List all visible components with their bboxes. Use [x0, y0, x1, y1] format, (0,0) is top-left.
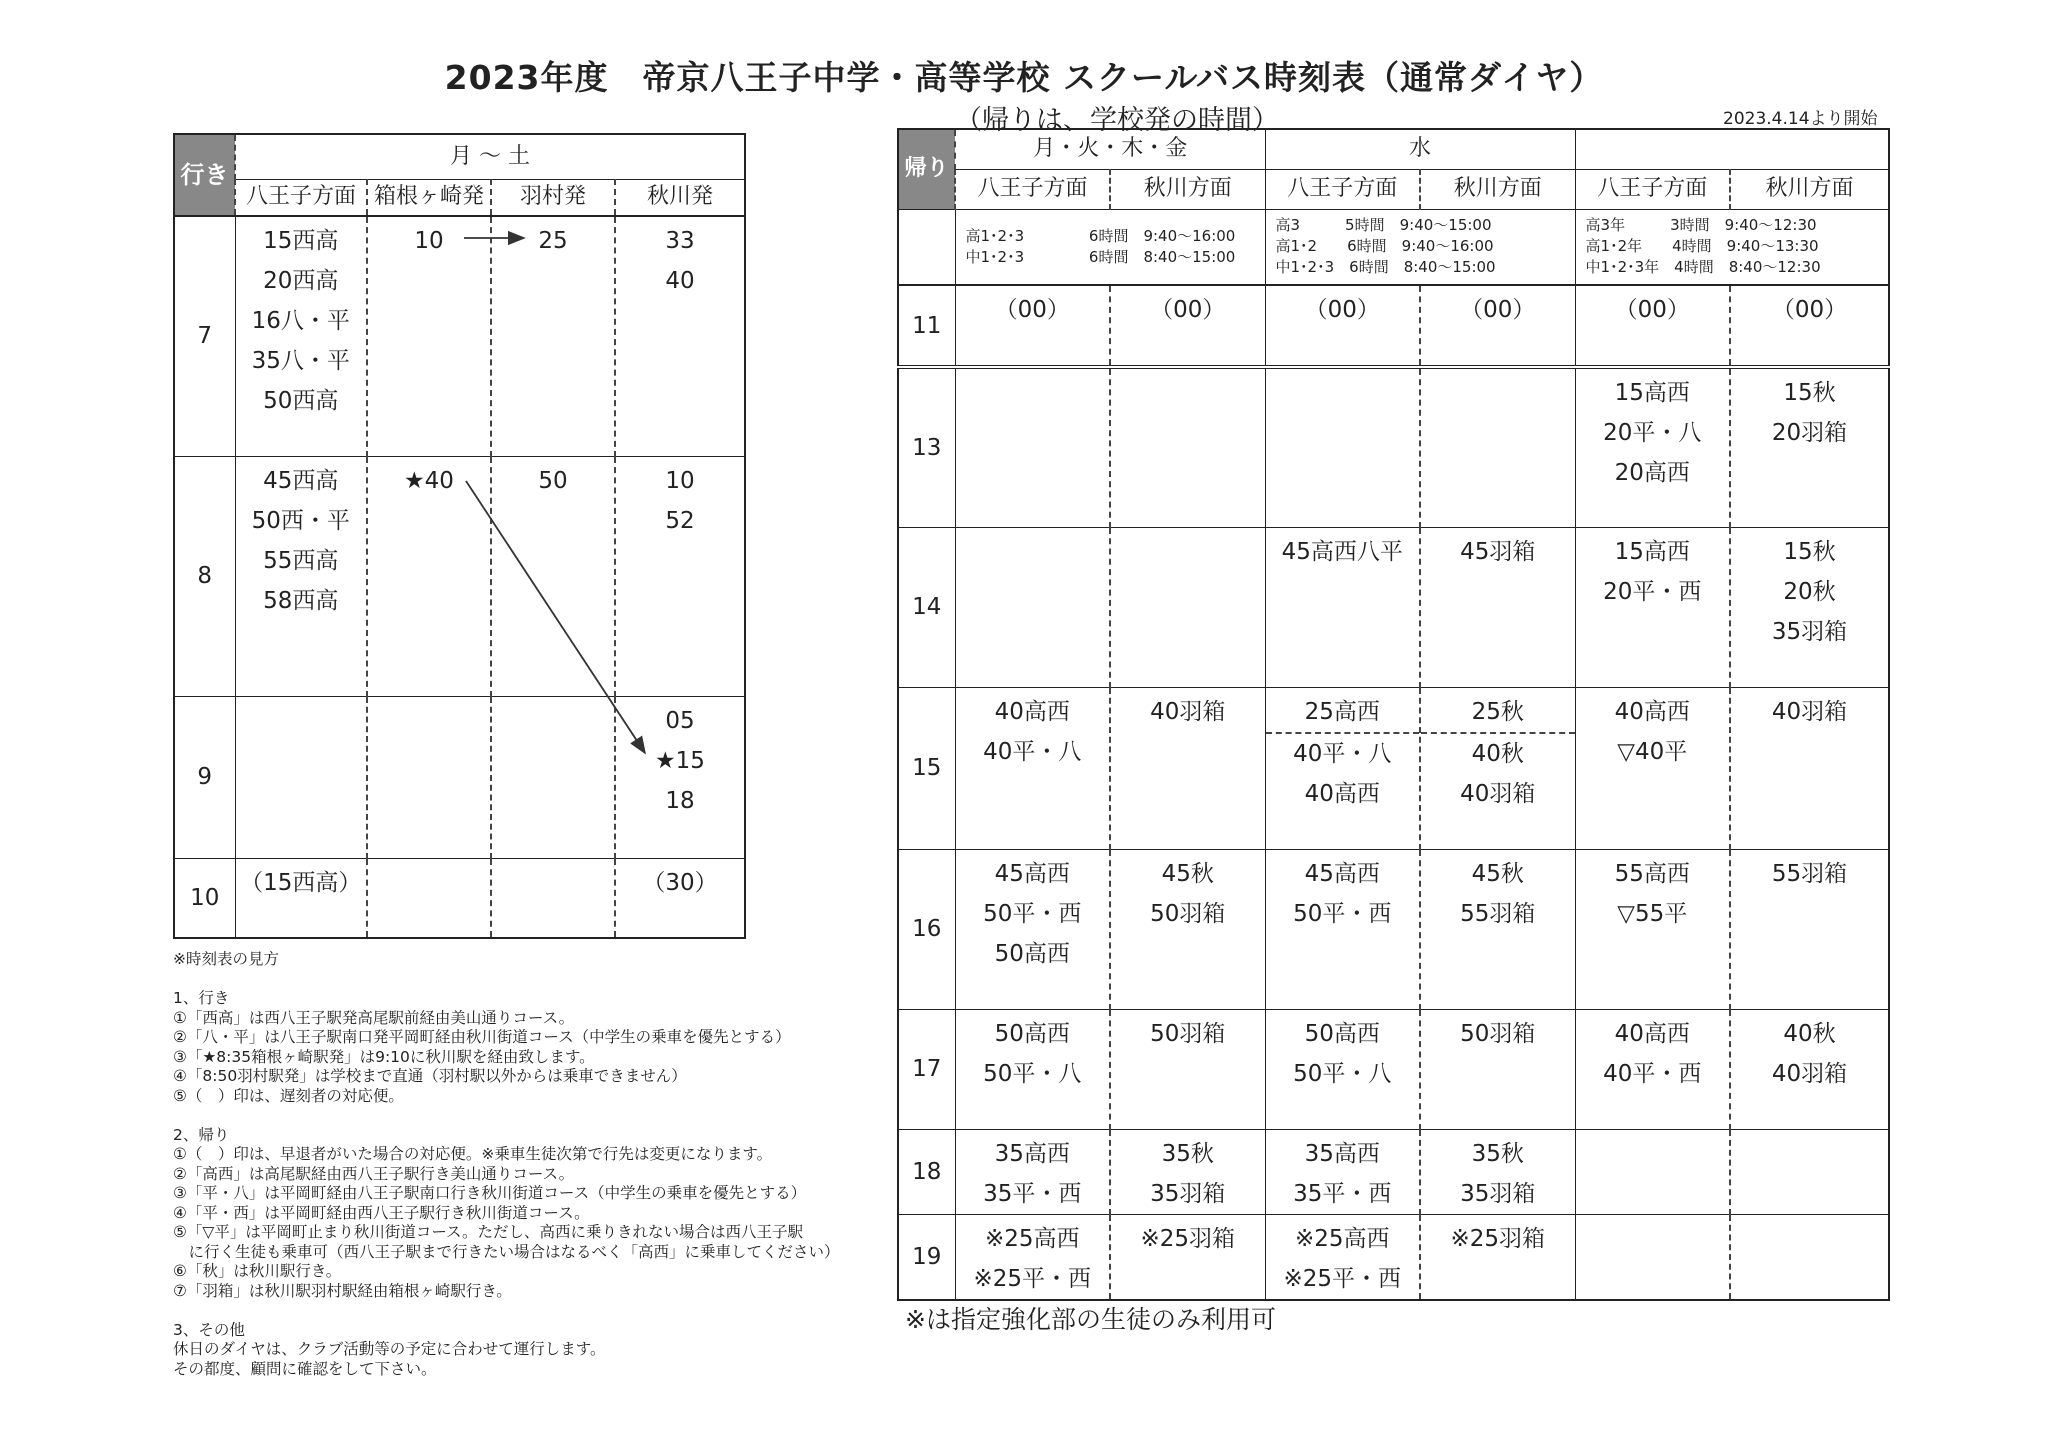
outbound-days-header: 月 ～ 土 [450, 143, 530, 169]
time-cell [1110, 527, 1265, 687]
departure-time: ※25高西 [984, 1225, 1080, 1252]
departure-time: （15西高） [240, 869, 362, 896]
departure-time: 20平・西 [1603, 578, 1702, 605]
table-row [898, 285, 1889, 367]
departure-time: 40羽箱 [1771, 1060, 1848, 1087]
time-cell [1110, 367, 1265, 527]
schedule-saturday: 高3年 3時間 9:40～12:30 高1･2年 4時間 9:40～13:30 中1･2･3年 4時間 8:40～12:30 [1585, 216, 1821, 277]
col-akigawa: 秋川方面 [1110, 169, 1265, 209]
departure-time: 16八・平 [251, 308, 350, 334]
outbound-label: 行き [174, 134, 235, 216]
departure-time: 40平・西 [1603, 1060, 1702, 1087]
departure-time: 40 [665, 268, 695, 294]
time-cell [955, 687, 1110, 849]
departure-time: 50平・西 [983, 900, 1082, 927]
col-hachioji: 八王子方面 [1575, 169, 1730, 209]
departure-time: 35高西 [994, 1140, 1070, 1167]
departure-time: 40平・八 [1266, 732, 1420, 774]
departure-time: 40高西 [994, 698, 1070, 725]
departure-time: 50羽箱 [1150, 900, 1226, 927]
departure-time: （00） [1771, 297, 1848, 323]
departure-time: 40平・八 [983, 738, 1082, 765]
table-row [898, 527, 1889, 687]
departure-time: 50羽箱 [1150, 1020, 1226, 1047]
time-cell [1110, 849, 1265, 1009]
departure-time: 35高西 [1304, 1140, 1380, 1167]
time-cell [955, 1129, 1110, 1214]
time-cell [1110, 687, 1265, 849]
departure-time: 50西・平 [251, 507, 350, 534]
time-cell [1730, 527, 1889, 687]
departure-time: 45西高 [263, 467, 339, 494]
page-title: 2023年度 帝京八王子中学・高等学校 スクールバス時刻表（通常ダイヤ） [444, 58, 1604, 97]
departure-time: （00） [1460, 297, 1536, 323]
hour-cell: 19 [898, 1214, 955, 1300]
departure-time: （00） [1150, 297, 1226, 323]
table-row [898, 687, 1889, 849]
time-cell [955, 849, 1110, 1009]
departure-time: 40高西 [1614, 1020, 1690, 1047]
arrow-hakonegasaki-to-akigawa [466, 481, 645, 753]
departure-time: 15西高 [263, 228, 339, 254]
departure-time: 20平・八 [1603, 420, 1702, 446]
departure-time: 50平・八 [1293, 1060, 1392, 1087]
time-cell [1265, 687, 1420, 849]
return-timetable [897, 128, 1890, 1301]
time-cell [1420, 1009, 1575, 1129]
departure-time: （00） [994, 297, 1070, 323]
time-cell [1110, 285, 1265, 367]
hour-cell: 7 [174, 216, 235, 456]
hour-cell: 15 [898, 687, 955, 849]
time-cell [1110, 1214, 1265, 1300]
departure-time: 45秋 [1161, 860, 1214, 887]
departure-time: 05 [665, 707, 695, 734]
page-subtitle: （帰りは、学校発の時間） [955, 105, 1279, 136]
time-cell [1730, 367, 1889, 527]
departure-time: 50高西 [994, 940, 1070, 967]
group-saturday [1575, 129, 1889, 169]
departure-time: 40高西 [1304, 780, 1380, 807]
table-row [898, 849, 1889, 1009]
departure-time: ※25高西 [1294, 1225, 1390, 1252]
col-hamura: 羽村発 [491, 179, 615, 216]
time-cell [1110, 1009, 1265, 1129]
departure-time: ★15 [655, 747, 705, 774]
time-cell [1265, 1009, 1420, 1129]
time-cell [1575, 285, 1730, 367]
group-mon-tue-thu-fri: 月・火・木・金 [955, 129, 1265, 169]
departure-time: 45高西 [994, 860, 1070, 887]
departure-time: 50 [538, 467, 568, 494]
hour-cell: 17 [898, 1009, 955, 1129]
time-cell [1575, 687, 1730, 849]
schedule-mon-fri: 高1･2･3 6時間 9:40～16:00 中1･2･3 6時間 8:40～15:00 [955, 209, 1265, 285]
departure-time: 50西高 [263, 388, 339, 414]
departure-time: 45高西 [1304, 860, 1380, 887]
departure-time: 35平・西 [983, 1180, 1082, 1207]
col-akigawa: 秋川方面 [1765, 176, 1854, 201]
departure-time: 40秋 [1421, 732, 1575, 774]
departure-time: 55西高 [263, 547, 339, 574]
col-hachioji: 八王子方面 [235, 179, 367, 216]
departure-time: （00） [1614, 297, 1690, 323]
departure-time: 40高西 [1614, 698, 1690, 725]
departure-time: 15高西 [1614, 538, 1690, 565]
departure-time: 35八・平 [251, 348, 350, 374]
departure-time: 25 [538, 228, 568, 254]
time-cell [1265, 527, 1420, 687]
time-cell [1420, 1129, 1575, 1214]
time-cell [1575, 367, 1730, 527]
departure-time: 45高西八平 [1281, 538, 1403, 565]
time-cell [1730, 1129, 1889, 1214]
departure-time: 20高西 [1614, 460, 1690, 486]
departure-time: ▽55平 [1617, 900, 1688, 927]
hour-cell: 8 [174, 456, 235, 696]
hour-cell: 9 [174, 696, 235, 858]
col-akigawa: 秋川発 [646, 184, 713, 210]
hour-cell: 11 [898, 285, 955, 367]
time-cell [1575, 527, 1730, 687]
departure-time: 40羽箱 [1771, 698, 1848, 725]
hour-cell: 18 [898, 1129, 955, 1214]
departure-time: 20羽箱 [1771, 420, 1848, 446]
time-cell [1575, 1129, 1730, 1214]
time-cell [955, 1214, 1110, 1300]
col-hakonegasaki: 箱根ヶ崎発 [367, 179, 491, 216]
time-cell [955, 367, 1110, 527]
table-row [898, 1129, 1889, 1214]
departure-time: 55羽箱 [1771, 860, 1848, 887]
departure-time: 33 [665, 228, 695, 254]
time-cell [1265, 849, 1420, 1009]
departure-time: 45秋 [1471, 860, 1524, 887]
departure-time: （30） [642, 869, 718, 896]
schedule-wednesday: 高3 5時間 9:40～15:00 高1･2 6時間 9:40～16:00 中1･2･3 6時間 8:40～15:00 [1265, 209, 1575, 285]
table-row [898, 1214, 1889, 1300]
departure-time: ※25平・西 [973, 1265, 1092, 1292]
return-label: 帰り [898, 129, 955, 209]
col-hachioji: 八王子方面 [955, 169, 1110, 209]
departure-time: 15高西 [1614, 380, 1690, 406]
departure-time: 35秋 [1161, 1140, 1214, 1167]
time-cell [1420, 285, 1575, 367]
timetable-notes: ※時刻表の見方 1、行き ①「西高」は西八王子駅発高尾駅前経由美山通りコース。 ②「八・平」は八王子駅南口発平岡町経由秋川街道コース（中学生の乗車を優先とする） ③「★8:35箱根ヶ崎駅発」は9:10に秋川駅を経由致します。 ④「8:50羽村駅発」は学校まで直通（羽村駅以外からは乗車できません） ⑤（ ）印は、遅刻者の対応便。 2、帰り ①（ ）印は、早退者がいた場合の対応便。※乗車生徒次第で行先は変更になります。 ②「高西」は高尾駅経由西八王子駅行き美山通りコース。 ③「平・八」は平岡町経由八王子駅南口行き秋川街道コース（中学生の乗車を優先とする） ④「平・西」は平岡町経由西八王子駅行き秋川街道コース。 ⑤「▽平」は平岡町止まり秋川街道コース。ただし、高西に乗りきれない場合は西八王子駅 に行く生徒も乗車可（西八王子駅まで行きたい場合はなるべく「高西」に乗車してください） ⑥「秋」は秋川駅行き。 ⑦「羽箱」は秋川駅羽村駅経由箱根ヶ崎駅行き。 3、その他 休日のダイヤは、クラブ活動等の予定に合わせて運行します。 その都度、顧問に確認をして下さい。 [173, 950, 840, 1378]
time-cell [1110, 1129, 1265, 1214]
departure-time: 35平・西 [1293, 1180, 1392, 1207]
hour-cell: 13 [898, 367, 955, 527]
time-cell [1265, 1214, 1420, 1300]
departure-time: 58西高 [263, 587, 339, 614]
time-cell [1420, 1214, 1575, 1300]
departure-time: 18 [665, 787, 695, 814]
departure-time: （00） [1304, 297, 1380, 323]
departure-time: 35羽箱 [1460, 1180, 1536, 1207]
time-cell [1575, 1214, 1730, 1300]
table-row [898, 1009, 1889, 1129]
departure-time: 20秋 [1783, 578, 1836, 605]
time-cell [1730, 1214, 1889, 1300]
departure-time: 45羽箱 [1460, 538, 1536, 565]
time-cell [1265, 367, 1420, 527]
departure-time: 20西高 [263, 268, 339, 294]
time-cell [1575, 1009, 1730, 1129]
departure-time: 40羽箱 [1460, 780, 1536, 807]
departure-time: 35羽箱 [1150, 1180, 1226, 1207]
departure-time: 52 [665, 507, 695, 534]
hour-cell: 16 [898, 849, 955, 1009]
hour-cell: 10 [174, 858, 235, 938]
time-cell [1730, 687, 1889, 849]
start-date: 2023.4.14より開始 [1723, 109, 1878, 129]
group-wednesday: 水 [1265, 129, 1575, 169]
departure-time: 35秋 [1471, 1140, 1524, 1167]
departure-time: 40秋 [1783, 1020, 1836, 1047]
table-row [898, 367, 1889, 527]
departure-time: 35羽箱 [1771, 618, 1848, 645]
departure-time: 50高西 [1304, 1020, 1380, 1047]
departure-time: 50平・八 [983, 1060, 1082, 1087]
departure-time: ▽40平 [1617, 738, 1688, 765]
col-akigawa: 秋川方面 [1420, 169, 1575, 209]
departure-time: 10 [665, 467, 695, 494]
departure-time: 40羽箱 [1150, 698, 1226, 725]
departure-time: 15秋 [1783, 380, 1836, 406]
time-cell [1730, 1009, 1889, 1129]
departure-time: 15秋 [1783, 538, 1836, 565]
departure-time: 10 [414, 228, 444, 254]
departure-time: ※25羽箱 [1140, 1225, 1236, 1252]
departure-time: 55高西 [1614, 860, 1690, 887]
time-cell [1420, 849, 1575, 1009]
time-cell [1730, 849, 1889, 1009]
time-cell [1420, 527, 1575, 687]
footnote: ※は指定強化部の生徒のみ利用可 [905, 1305, 1276, 1334]
time-cell [1730, 285, 1889, 367]
time-cell [955, 527, 1110, 687]
time-cell [955, 285, 1110, 367]
time-cell [1265, 285, 1420, 367]
departure-time: 55羽箱 [1460, 900, 1536, 927]
departure-time: 50高西 [994, 1020, 1070, 1047]
time-cell [1420, 687, 1575, 849]
time-cell [1265, 1129, 1420, 1214]
departure-time: ※25平・西 [1283, 1265, 1402, 1292]
time-cell [955, 1009, 1110, 1129]
departure-time: 50羽箱 [1460, 1020, 1536, 1047]
hour-cell: 14 [898, 527, 955, 687]
departure-time: ★40 [404, 467, 454, 494]
col-hachioji: 八王子方面 [1265, 169, 1420, 209]
departure-time: 50平・西 [1293, 900, 1392, 927]
time-cell [1575, 849, 1730, 1009]
departure-time: ※25羽箱 [1450, 1225, 1546, 1252]
time-cell [1420, 367, 1575, 527]
departure-time: 25秋 [1471, 698, 1524, 725]
departure-time: 25高西 [1304, 698, 1380, 725]
